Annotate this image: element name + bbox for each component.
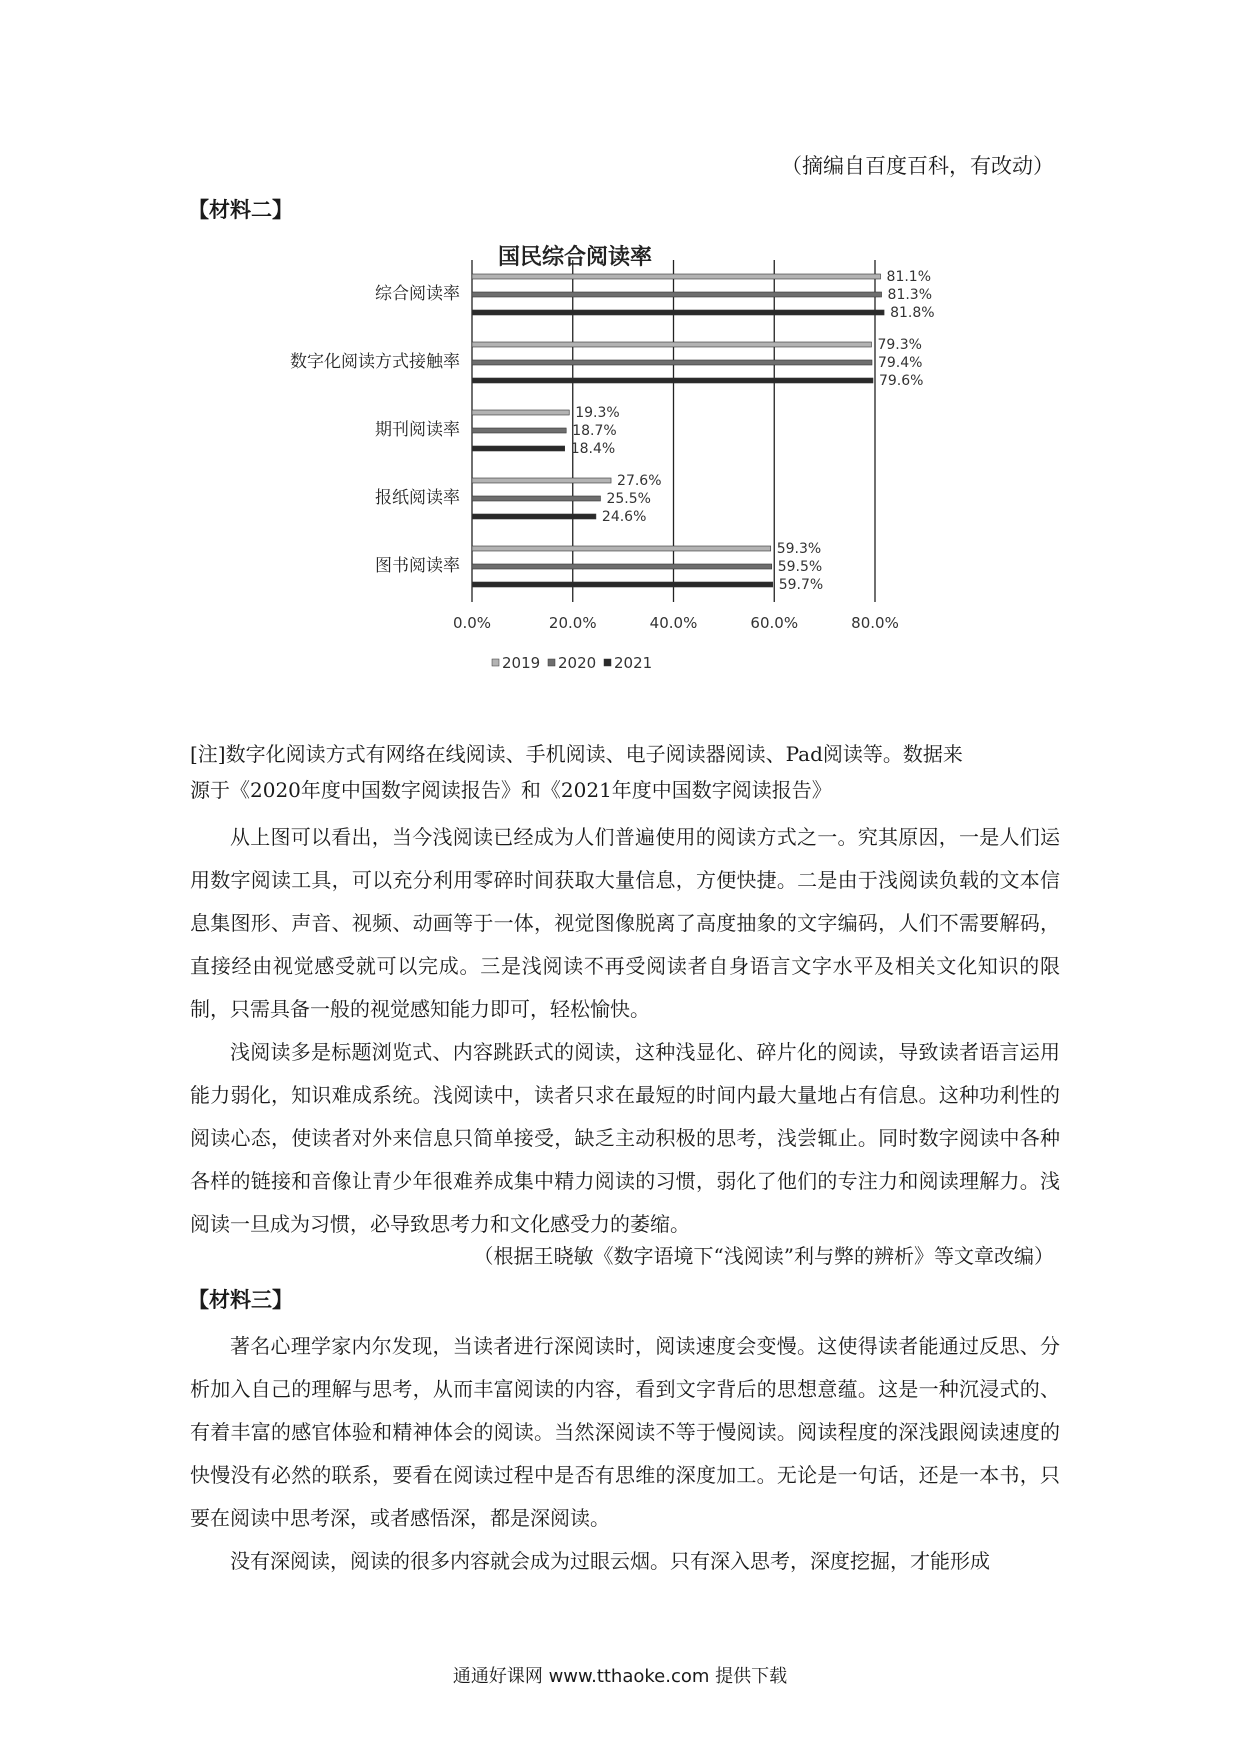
x-tick-label: 60.0% [750, 614, 799, 632]
note-line-2: 源于《2020年度中国数字阅读报告》和《2021年度中国数字阅读报告》 [190, 778, 832, 802]
value-label: 79.6% [878, 373, 924, 389]
source-citation-1: （摘编自百度百科，有改动） [781, 154, 1054, 178]
category-label: 期刊阅读率 [375, 420, 460, 440]
bar-2019 [472, 546, 771, 551]
bar-2021 [472, 310, 884, 315]
x-axis-ticks [453, 614, 899, 632]
value-label: 59.3% [776, 541, 822, 557]
bar-2021 [472, 582, 773, 587]
category-label: 数字化阅读方式接触率 [290, 352, 460, 372]
legend-swatch-2019 [492, 659, 499, 666]
bar-2020 [472, 564, 772, 569]
paragraph-1: 从上图可以看出，当今浅阅读已经成为人们普遍使用的阅读方式之一。究其原因，一是人们运用数字阅读工具，可以充分利用零碎时间获取大量信息，方便快捷。二是由于浅阅读负载的文本信息集图形、声音、视频、动画等于一体，视觉图像脱离了高度抽象的文字编码，人们不需要解码，直接经由视觉感受就可以完成。三是浅阅读不再受阅读者自身语言文字水平及相关文化知识的限制，只需具备一般的视觉感知能力即可，轻松愉快。 [190, 825, 1060, 1021]
value-label: 81.1% [886, 269, 932, 285]
value-label: 18.4% [570, 441, 616, 457]
bar-2020 [472, 292, 882, 297]
category-label: 报纸阅读率 [375, 488, 460, 508]
bar-2019 [472, 342, 871, 347]
value-label: 27.6% [617, 473, 662, 489]
bar-2019 [472, 274, 881, 279]
x-tick-label: 20.0% [548, 614, 597, 632]
chart-title: 国民综合阅读率 [497, 245, 653, 270]
value-label: 19.3% [575, 405, 620, 421]
bar-2021 [472, 446, 565, 451]
x-tick-label: 40.0% [649, 614, 698, 632]
legend-swatch-2020 [548, 659, 555, 666]
value-label: 59.7% [778, 577, 824, 593]
category-label: 图书阅读率 [375, 556, 460, 576]
chart-bars [472, 274, 884, 587]
value-label: 81.3% [887, 287, 933, 303]
bar-2019 [472, 478, 611, 483]
category-label: 综合阅读率 [375, 284, 460, 304]
paragraph-2: 浅阅读多是标题浏览式、内容跳跃式的阅读，这种浅显化、碎片化的阅读，导致读者语言运用能力弱化，知识难成系统。浅阅读中，读者只求在最短的时间内最大量地占有信息。这种功利性的阅读心态，使读者对外来信息只简单接受，缺乏主动积极的思考，浅尝辄止。同时数字阅读中各种各样的链接和音像让青少年很难养成集中精力阅读的习惯，弱化了他们的专注力和阅读理解力。浅阅读一旦成为习惯，必导致思考力和文化感受力的萎缩。 [190, 1040, 1060, 1236]
value-labels [571, 269, 935, 593]
category-labels [290, 284, 460, 576]
value-label: 24.6% [601, 509, 647, 525]
paragraph-block-2 [190, 1325, 1060, 1583]
reading-rate-chart [230, 232, 950, 712]
bar-2020 [472, 360, 872, 365]
value-label: 79.3% [877, 337, 922, 353]
value-label: 18.7% [572, 423, 617, 439]
paragraph-3: 著名心理学家内尔发现，当读者进行深阅读时，阅读速度会变慢。这使得读者能通过反思、分析加入自己的理解与思考，从而丰富阅读的内容，看到文字背后的思想意蕴。这是一种沉浸式的、有着丰富的感官体验和精神体会的阅读。当然深阅读不等于慢阅读。阅读程度的深浅跟阅读速度的快慢没有必然的联系，要看在阅读过程中是否有思维的深度加工。无论是一句话，还是一本书，只要在阅读中思考深，或者感悟深，都是深阅读。 [190, 1334, 1060, 1530]
bar-2020 [472, 428, 566, 433]
value-label: 25.5% [606, 491, 651, 507]
value-label: 79.4% [877, 355, 923, 371]
x-tick-label: 80.0% [851, 614, 899, 632]
paragraph-block-1 [190, 816, 1060, 1246]
legend-label-2020: 2020 [558, 654, 597, 672]
legend-label-2019: 2019 [502, 654, 541, 672]
legend-label-2021: 2021 [614, 654, 653, 672]
chart-note [190, 736, 1060, 808]
bar-2021 [472, 378, 873, 383]
chart-legend [492, 654, 652, 672]
note-line-1: [注]数字化阅读方式有网络在线阅读、手机阅读、电子阅读器阅读、Pad阅读等。数据来 [190, 742, 963, 766]
bar-2020 [472, 496, 600, 501]
x-tick-label: 0.0% [452, 614, 492, 632]
paragraph-4: 没有深阅读，阅读的很多内容就会成为过眼云烟。只有深入思考，深度挖掘，才能形成 [230, 1549, 990, 1573]
footer-download-note: 通通好课网 www.tthaoke.com 提供下载 [452, 1666, 788, 1687]
value-label: 59.5% [777, 559, 823, 575]
material-2-heading: 【材料二】 [188, 197, 293, 222]
material-3-heading: 【材料三】 [188, 1287, 293, 1312]
source-citation-2: （根据王晓敏《数字语境下“浅阅读”利与弊的辨析》等文章改编） [473, 1244, 1054, 1268]
value-label: 81.8% [890, 305, 935, 321]
legend-swatch-2021 [604, 659, 611, 666]
bar-2021 [472, 514, 596, 519]
bar-2019 [472, 410, 569, 415]
